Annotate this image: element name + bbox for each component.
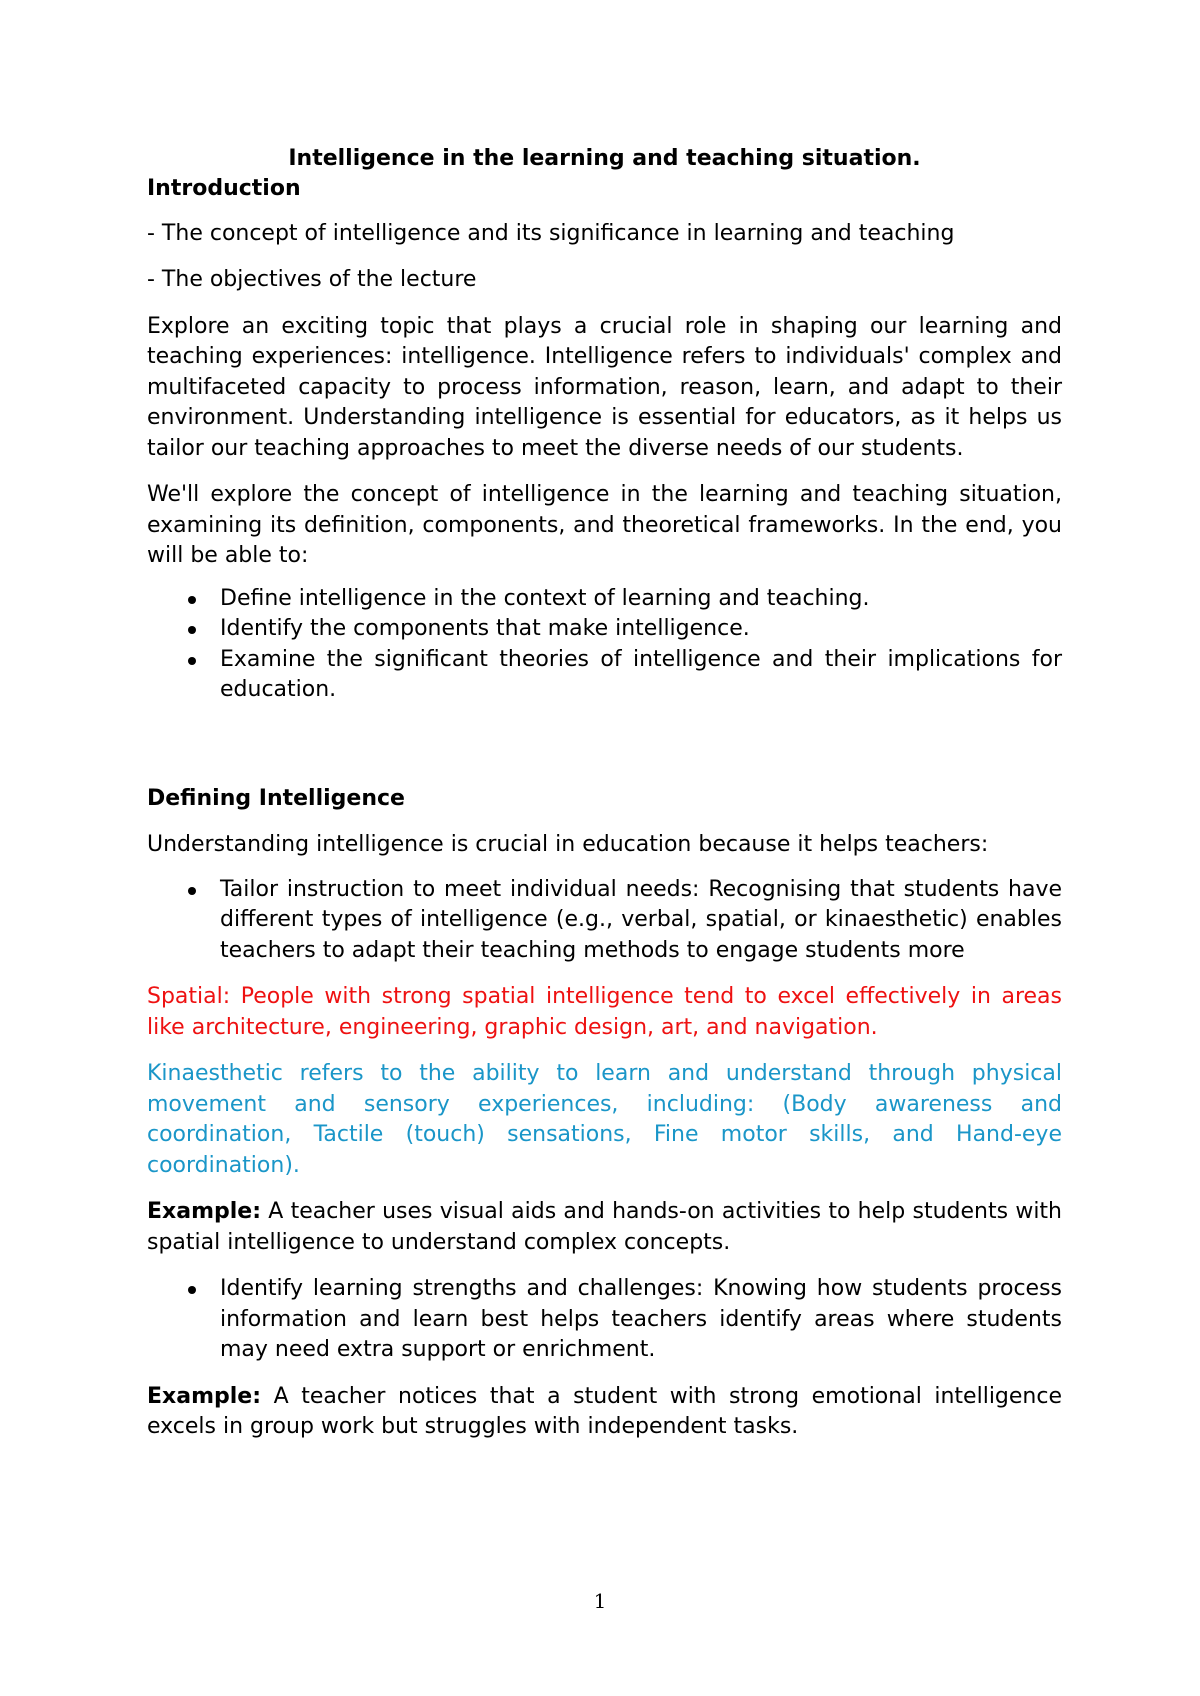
example-text: A teacher uses visual aids and hands-on activities to help students with spatial intelligence to understand complex concepts. — [147, 1199, 1062, 1255]
bullet-icon — [188, 626, 196, 634]
page-content — [147, 143, 1062, 1459]
introduction-heading: Introduction — [147, 176, 301, 201]
example-paragraph-1 — [147, 1197, 1062, 1258]
objective-text: Identify the components that make intelligence. — [220, 616, 750, 641]
bullet-icon — [188, 887, 196, 895]
example-text: A teacher notices that a student with strong emotional intelligence excels in group work but struggles with independent tasks. — [147, 1383, 1062, 1439]
intro-point-concept: - The concept of intelligence and its significance in learning and teaching — [147, 220, 955, 246]
bullet-text: Identify learning strengths and challenges: Knowing how students process information and learn best helps teachers identify areas where students may need extra support or enrichment. — [220, 1276, 1062, 1362]
bullet-icon — [188, 657, 196, 665]
teacher-benefits-list-2 — [147, 1274, 1062, 1366]
list-item — [147, 875, 1062, 967]
objective-text: Define intelligence in the context of learning and teaching. — [220, 585, 870, 611]
teacher-benefits-list-1 — [147, 875, 1062, 967]
kinaesthetic-note: Kinaesthetic refers to the ability to learn and understand through physical movement and sensory experiences, including: (Body awareness and coordination, Tactile (touch) sensations, Fine motor skills, and Hand-eye coordination). — [147, 1061, 1062, 1178]
bullet-icon — [188, 1286, 196, 1294]
objectives-list — [147, 584, 1062, 706]
page-number: 1 — [593, 1589, 607, 1613]
example-label: Example: — [147, 1383, 261, 1409]
example-label: Example: — [147, 1199, 261, 1224]
example-paragraph-2 — [147, 1382, 1062, 1443]
list-item — [147, 1274, 1062, 1366]
section-intro-paragraph: Understanding intelligence is crucial in education because it helps teachers: — [147, 832, 989, 857]
intro-paragraph: Explore an exciting topic that plays a crucial role in shaping our learning and teaching experiences: intelligence. Intelligence refers to individuals' complex and multifaceted capacity to process information, reason, learn, and adapt to their environment. Understanding intelligence is essential for educators, as it helps us tailor our teaching approaches to meet the diverse needs of our students. — [147, 313, 1062, 461]
list-item — [147, 584, 1062, 615]
document-title: Intelligence in the learning and teaching situation. — [288, 146, 921, 171]
bullet-icon — [188, 596, 196, 604]
list-item — [147, 645, 1062, 706]
intro-point-objectives: - The objectives of the lecture — [147, 267, 477, 292]
list-item — [147, 614, 1062, 645]
spatial-note: Spatial: People with strong spatial intelligence tend to excel effectively in areas like architecture, engineering, graphic design, art, and navigation. — [147, 984, 1062, 1040]
section-heading: Defining Intelligence — [147, 785, 405, 811]
bullet-text: Tailor instruction to meet individual needs: Recognising that students have different types of intelligence (e.g., verbal, spatial, or kinaesthetic) enables teachers to adapt their teaching methods to engage students more — [220, 876, 1062, 963]
overview-paragraph: We'll explore the concept of intelligence in the learning and teaching situation, examining its definition, components, and theoretical frameworks. In the end, you will be able to: — [147, 482, 1062, 568]
objective-text: Examine the significant theories of intelligence and their implications for education. — [220, 646, 1062, 702]
